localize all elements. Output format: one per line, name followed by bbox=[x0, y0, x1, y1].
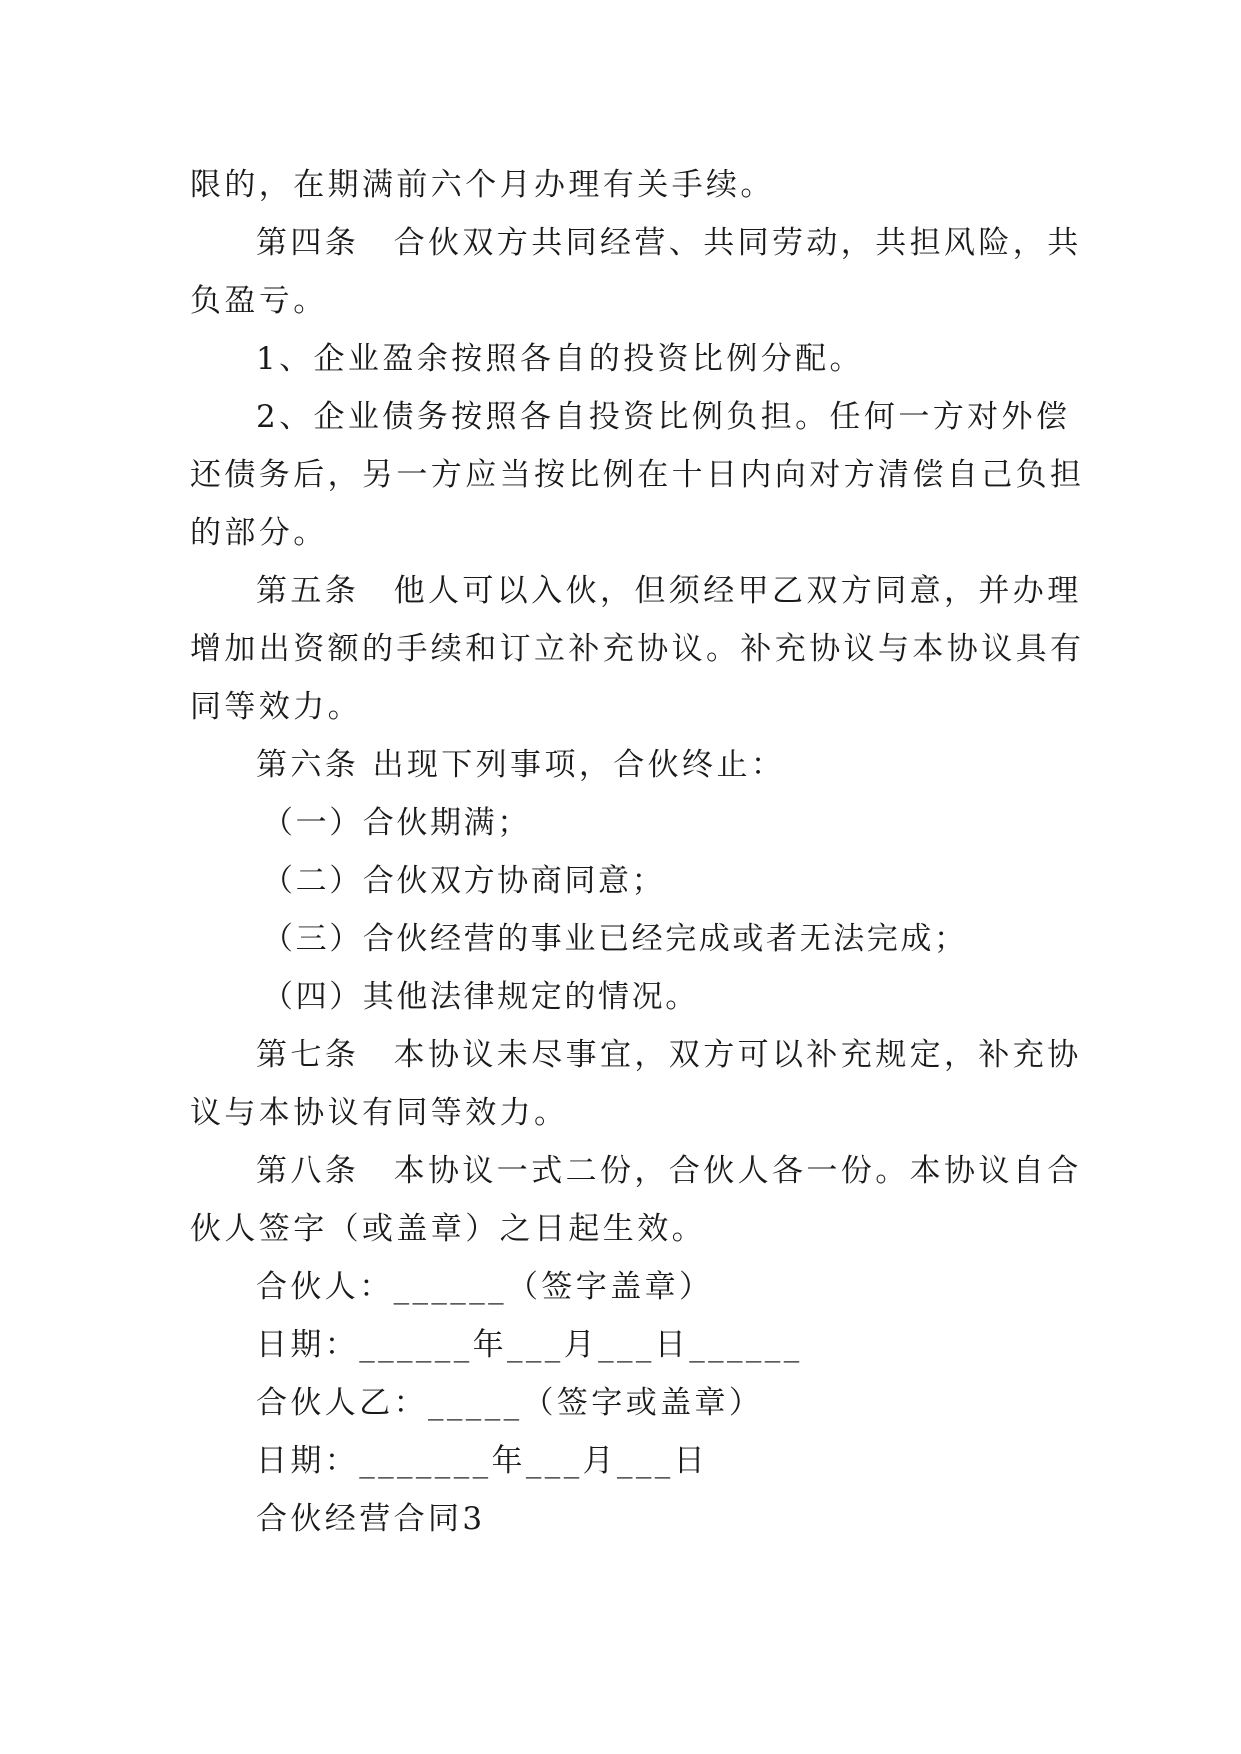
paragraph-line: 增加出资额的手续和订立补充协议。补充协议与本协议具有 bbox=[190, 631, 1085, 667]
signature-line: 合伙人乙：_____（签字或盖章） bbox=[256, 1385, 764, 1421]
article-five-heading: 第五条 他人可以入伙，但须经甲乙双方同意，并办理 bbox=[256, 573, 1082, 609]
paragraph-line: 同等效力。 bbox=[190, 689, 362, 725]
article-four-heading: 第四条 合伙双方共同经营、共同劳动，共担风险，共 bbox=[256, 225, 1082, 261]
list-item: （二）合伙双方协商同意； bbox=[262, 863, 666, 899]
list-item: （一）合伙期满； bbox=[262, 805, 531, 841]
signature-line: 合伙人：______（签字盖章） bbox=[256, 1269, 714, 1305]
paragraph-line: 议与本协议有同等效力。 bbox=[190, 1095, 569, 1131]
article-seven-heading: 第七条 本协议未尽事宜，双方可以补充规定，补充协 bbox=[256, 1037, 1082, 1073]
document-page bbox=[190, 156, 1085, 1548]
list-item: 2、企业债务按照各自投资比例负担。任何一方对外偿 bbox=[256, 399, 1071, 435]
paragraph-line: 限的，在期满前六个月办理有关手续。 bbox=[190, 167, 775, 203]
section-title: 合伙经营合同3 bbox=[256, 1501, 486, 1537]
list-item: （四）其他法律规定的情况。 bbox=[262, 979, 699, 1015]
date-line: 日期：______年___月___日______ bbox=[256, 1327, 803, 1363]
paragraph-line: 还债务后，另一方应当按比例在十日内向对方清偿自己负担 bbox=[190, 457, 1085, 493]
date-line: 日期：_______年___月___日 bbox=[256, 1443, 709, 1479]
article-eight-heading: 第八条 本协议一式二份，合伙人各一份。本协议自合 bbox=[256, 1153, 1082, 1189]
list-item: 1、企业盈余按照各自的投资比例分配。 bbox=[256, 341, 864, 377]
list-item: （三）合伙经营的事业已经完成或者无法完成； bbox=[262, 921, 968, 957]
article-six-heading: 第六条 出现下列事项，合伙终止： bbox=[256, 747, 786, 783]
paragraph-line: 负盈亏。 bbox=[190, 283, 328, 319]
paragraph-line: 的部分。 bbox=[190, 515, 328, 551]
paragraph-line: 伙人签字（或盖章）之日起生效。 bbox=[190, 1211, 706, 1247]
